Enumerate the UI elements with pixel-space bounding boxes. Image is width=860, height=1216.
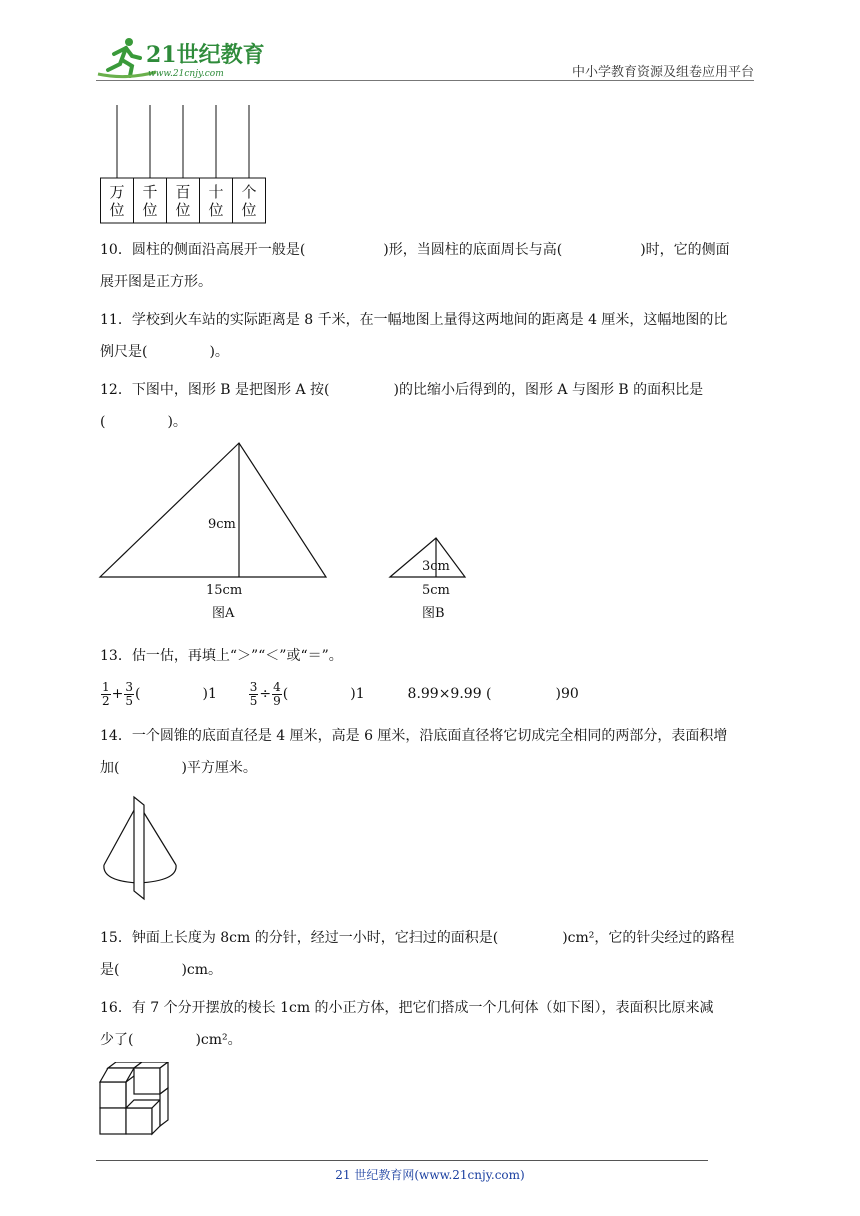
footer-link[interactable]: 21 世纪教育网(www.21cnjy.com)	[335, 1168, 525, 1182]
figure-triangles	[96, 438, 476, 632]
question-14-line-2: 加( )平方厘米。	[100, 760, 257, 776]
question-13-line-1: 13．估一估，再填上“＞”“＜”或“＝”。	[100, 648, 343, 664]
abacus-label-ge: 个	[241, 183, 257, 201]
cone-figure	[98, 795, 188, 909]
question-13-items: $\frac{1}{2}$ + $\frac{3}{5}$ ( )1 $\frac{3}{5}$ ÷ $\frac{4}{9}$ ( )1 8.99×9.99 ( )90	[102, 679, 579, 708]
question-15-line-2: 是( )cm。	[100, 962, 223, 978]
fraction: $\frac{3}{5}$	[249, 679, 258, 708]
abacus-label-bai: 百	[175, 183, 191, 201]
logo-url: www.21cnjy.com	[148, 69, 224, 79]
abacus-figure	[100, 105, 270, 231]
fraction: $\frac{4}{9}$	[273, 679, 281, 708]
svg-text:位: 位	[142, 201, 158, 219]
site-logo	[96, 34, 266, 82]
triangle-a-base-label: 15cm	[206, 583, 243, 598]
question-10-line-1: 10．圆柱的侧面沿高展开一般是( )形，当圆柱的底面周长与高( )时，它的侧面	[100, 242, 730, 258]
question-16-line-2: 少了( )cm²。	[100, 1032, 242, 1048]
triangle-b-base-label: 5cm	[422, 583, 450, 598]
svg-text:位: 位	[109, 201, 125, 219]
footer-divider	[96, 1160, 708, 1161]
question-15-line-1: 15．钟面上长度为 8cm 的分针，经过一小时，它扫过的面积是( )cm²，它的针尖经过的路程	[100, 930, 735, 946]
svg-text:位: 位	[208, 201, 224, 219]
platform-name: 中小学教育资源及组卷应用平台	[571, 65, 754, 80]
triangle-a	[100, 443, 326, 577]
svg-text:位: 位	[241, 201, 257, 219]
triangle-a-caption: 图A	[212, 606, 235, 621]
triangle-a-height-label: 9cm	[208, 517, 236, 532]
question-12-line-2: ( )。	[100, 414, 187, 430]
abacus-label-qian: 千	[142, 183, 158, 201]
svg-text:位: 位	[175, 201, 191, 219]
triangle-b-height-label: 3cm	[422, 559, 450, 574]
question-12-line-1: 12．下图中，图形 B 是把图形 A 按( )的比缩小后得到的，图形 A 与图形 B 的面积比是	[100, 382, 704, 398]
logo-text: 21世纪教育	[146, 42, 265, 68]
fraction: $\frac{3}{5}$	[125, 679, 134, 708]
abacus-label-wan: 万	[109, 183, 125, 201]
question-14-line-1: 14．一个圆锥的底面直径是 4 厘米，高是 6 厘米，沿底面直径将它切成完全相同的两部分，表面积增	[100, 728, 728, 744]
question-11-line-1: 11．学校到火车站的实际距离是 8 千米，在一幅地图上量得这两地间的距离是 4 厘米，这幅地图的比	[100, 312, 728, 328]
header-divider	[96, 80, 754, 81]
fraction: $\frac{1}{2}$	[102, 679, 110, 708]
triangle-b-caption: 图B	[422, 606, 445, 621]
abacus-label-shi: 十	[208, 183, 224, 201]
question-11-line-2: 例尺是( )。	[100, 344, 229, 360]
question-16-line-1: 16．有 7 个分开摆放的棱长 1cm 的小正方体，把它们搭成一个几何体（如下图），表面积比原来减	[100, 1000, 714, 1016]
question-10-line-2: 展开图是正方形。	[100, 274, 212, 290]
cubes-figure	[98, 1062, 178, 1146]
